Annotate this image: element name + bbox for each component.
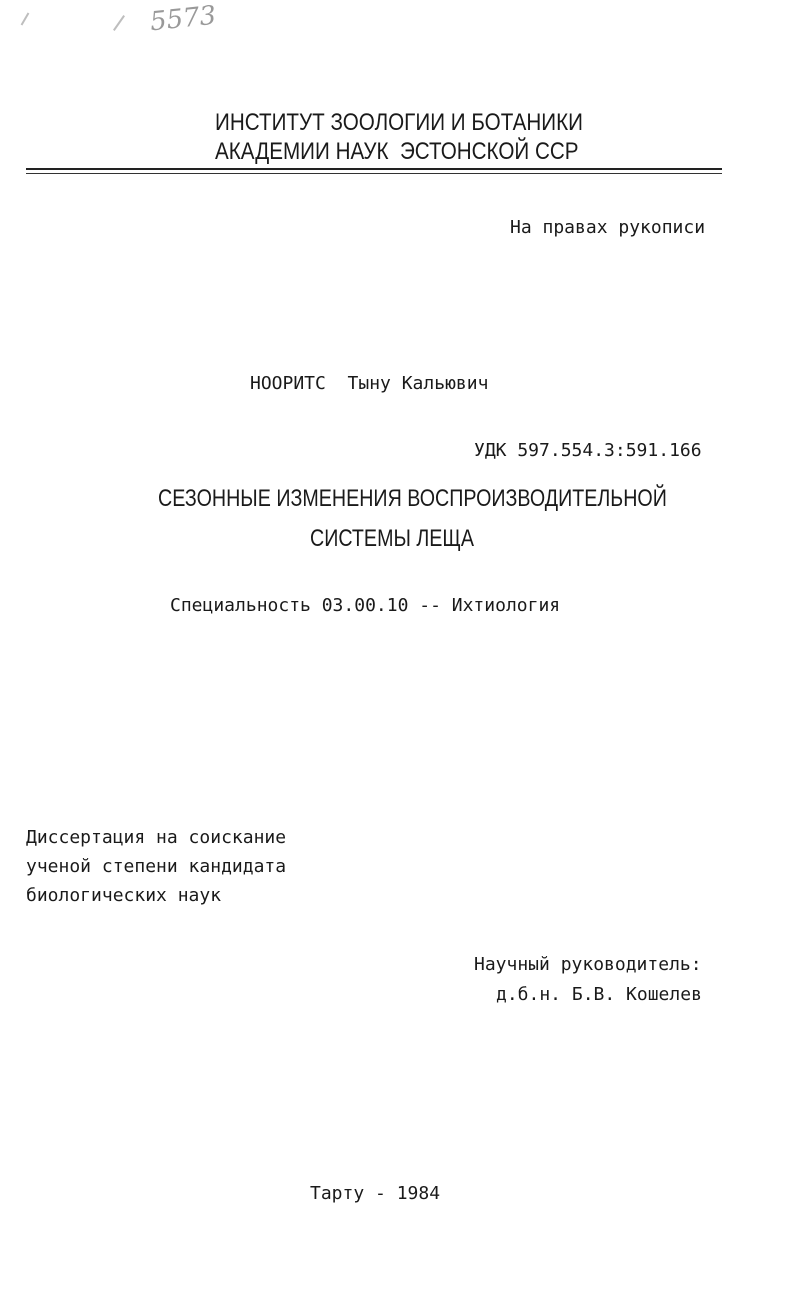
pencil-mark [21, 12, 30, 25]
title-line-1: СЕЗОННЫЕ ИЗМЕНЕНИЯ ВОСПРОИЗВОДИТЕЛЬНОЙ [158, 485, 667, 512]
udk-code: УДК 597.554.3:591.166 [474, 440, 702, 461]
place-year: Тарту - 1984 [310, 1183, 441, 1204]
institute-line-1: ИНСТИТУТ ЗООЛОГИИ И БОТАНИКИ [215, 109, 583, 136]
dissertation-line-3: биологических наук [26, 885, 222, 906]
header-rule-thin [26, 173, 722, 174]
title-line-2: СИСТЕМЫ ЛЕЩА [310, 525, 474, 552]
rights-note: На правах рукописи [510, 217, 706, 238]
supervisor-label: Научный руководитель: [474, 954, 702, 975]
supervisor-name: д.б.н. Б.В. Кошелев [496, 984, 702, 1005]
author-name: НООРИТС Тыну Кальювич [250, 373, 489, 394]
specialty: Специальность 03.00.10 -- Ихтиология [170, 595, 561, 616]
pencil-mark [113, 15, 125, 31]
header-rule [26, 168, 722, 170]
handwritten-archive-number: 5573 [148, 0, 218, 38]
dissertation-line-2: ученой степени кандидата [26, 856, 287, 877]
institute-line-2: АКАДЕМИИ НАУК ЭСТОНСКОЙ ССР [215, 138, 579, 165]
dissertation-line-1: Диссертация на соискание [26, 827, 287, 848]
